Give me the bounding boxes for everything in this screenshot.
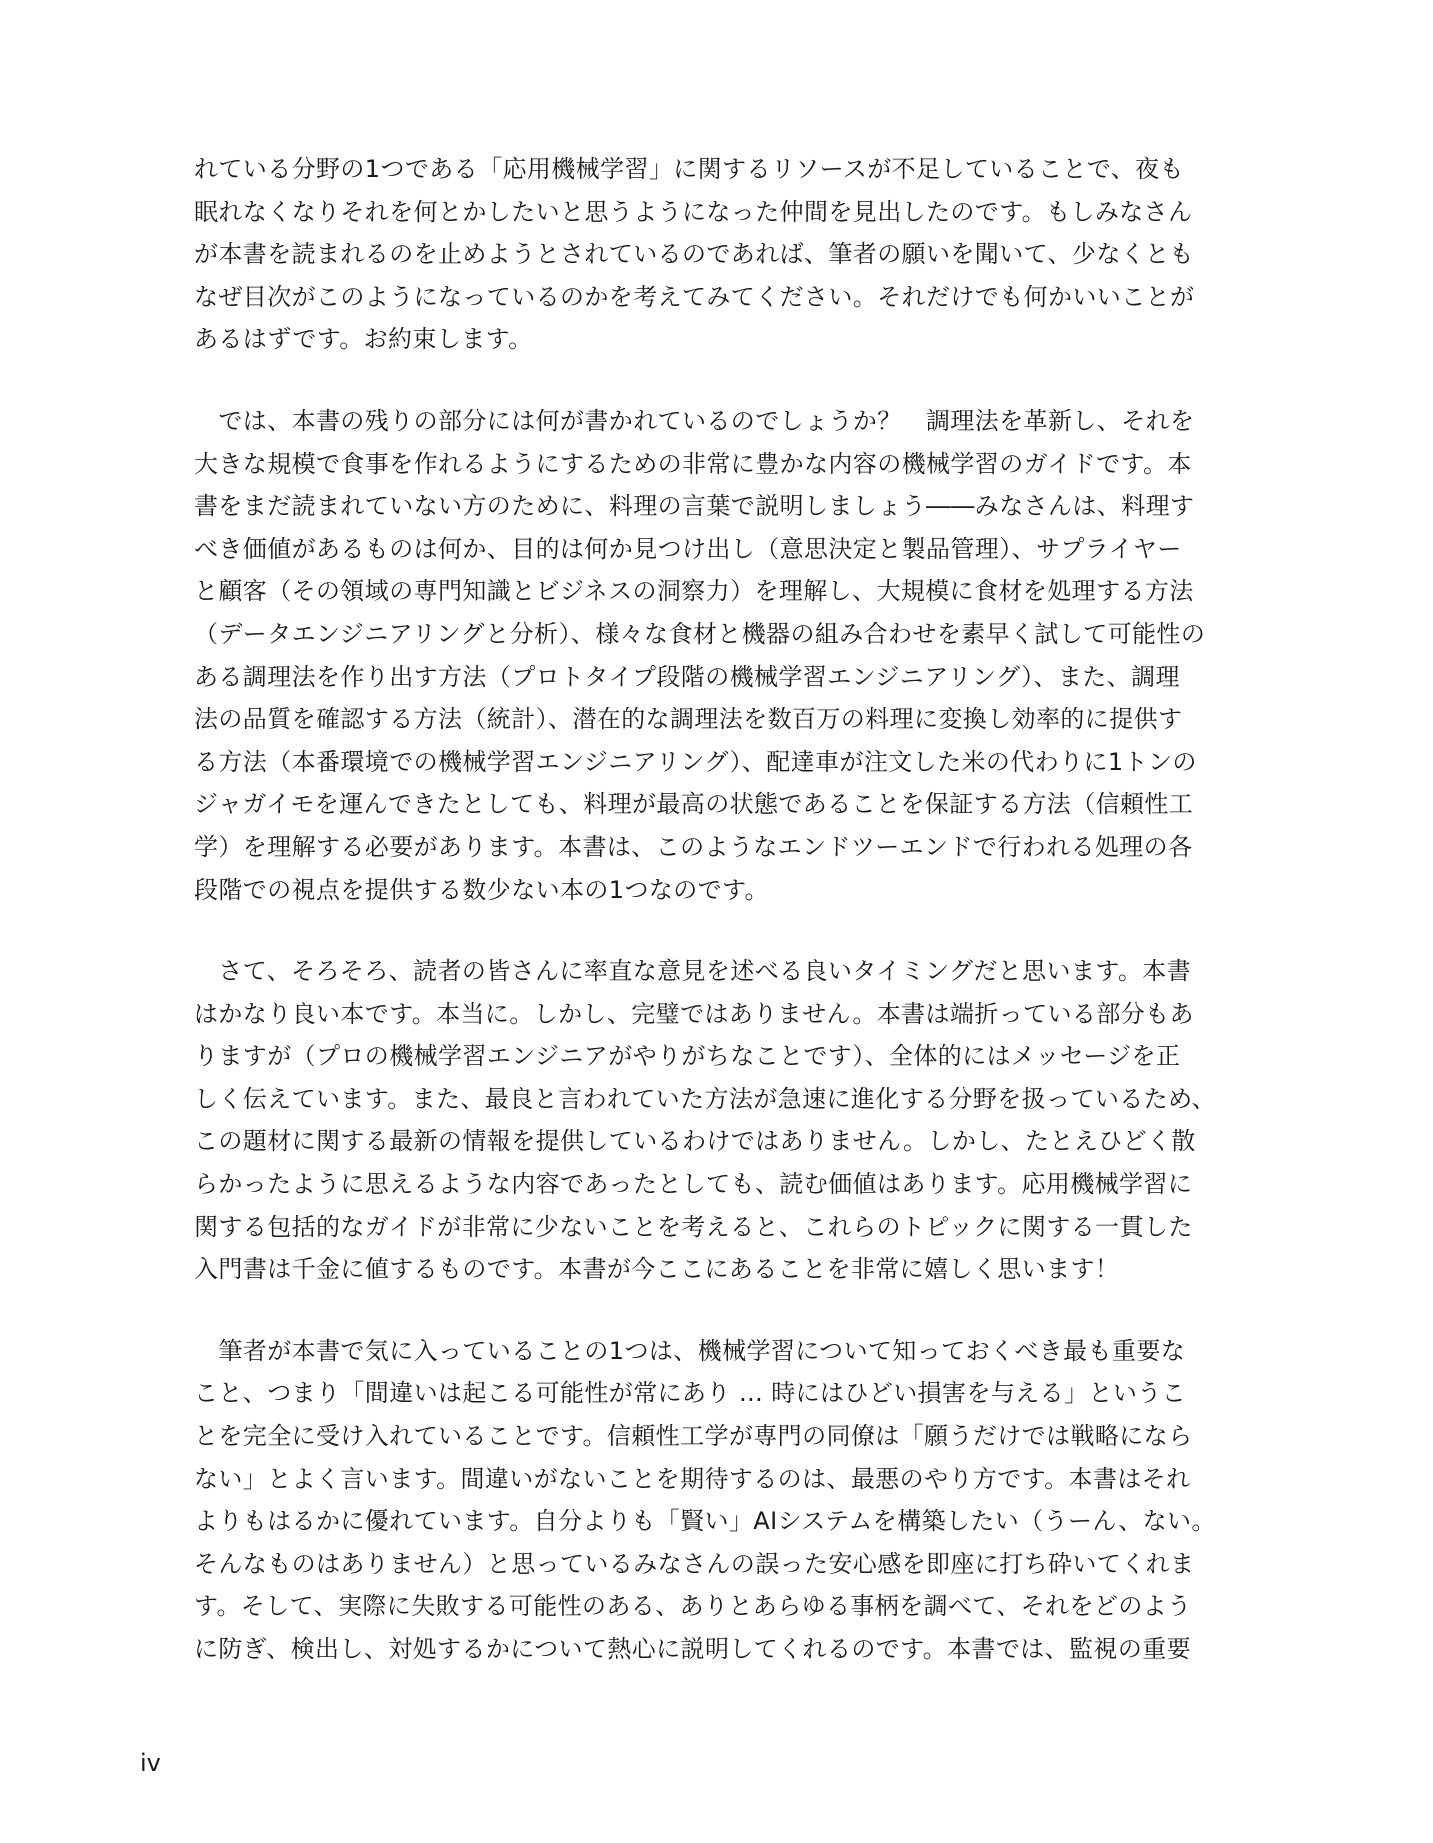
- paragraph-4: [194, 1330, 1254, 1671]
- text-line: と顧客（その領域の専門知識とビジネスの洞察力）を理解し、大規模に食材を処理する方法: [194, 577, 1194, 606]
- text-line: 書をまだ読まれていない方のために、料理の言葉で説明しましょう――みなさんは、料理す: [194, 492, 1195, 521]
- text-line: が本書を読まれるのを止めようとされているのであれば、筆者の願いを聞いて、少なくとも: [194, 240, 1194, 269]
- text-line: さて、そろそろ、読者の皆さんに率直な意見を述べる良いタイミングだと思います。本書: [194, 957, 1192, 986]
- paragraph-3: [194, 950, 1254, 1291]
- text-line: る方法（本番環境での機械学習エンジニアリング）、配達車が注文した米の代わりに1トンの: [194, 747, 1197, 776]
- text-line: こと、つまり「間違いは起こる可能性が常にあり … 時にはひどい損害を与える」というこ: [194, 1379, 1187, 1408]
- text-line: 眠れなくなりそれを何とかしたいと思うようになった仲間を見出したのです。もしみなさん: [194, 197, 1193, 226]
- text-line: なぜ目次がこのようになっているのかを考えてみてください。それだけでも何かいいことが: [194, 282, 1195, 311]
- text-line: しく伝えています。また、最良と言われていた方法が急速に進化する分野を扱っているため、: [194, 1084, 1216, 1113]
- text-line: りますが（プロの機械学習エンジニアがやりがちなことです）、全体的にはメッセージを正: [194, 1042, 1181, 1071]
- text-line: よりもはるかに優れています。自分よりも「賢い」AIシステムを構築したい（うーん、ない。: [194, 1507, 1216, 1536]
- text-line: 大きな規模で食事を作れるようにするための非常に豊かな内容の機械学習のガイドです。本: [194, 449, 1192, 478]
- text-line: ジャガイモを運んできたとしても、料理が最高の状態であることを保証する方法（信頼性工: [194, 790, 1194, 819]
- text-line: では、本書の残りの部分には何が書かれているのでしょうか？ 調理法を革新し、それを: [194, 406, 1195, 435]
- text-line: あるはずです。お約束します。: [194, 325, 533, 354]
- text-line: 入門書は千金に値するものです。本書が今ここにあることを非常に嬉しく思います！: [194, 1255, 1120, 1284]
- text-line: ない」とよく言います。間違いがないことを期待するのは、最悪のやり方です。本書はそれ: [194, 1464, 1191, 1493]
- text-line: れている分野の1つである「応用機械学習」に関するリソースが不足していることで、夜も: [194, 155, 1184, 183]
- text-line: す。そして、実際に失敗する可能性のある、ありとあらゆる事柄を調べて、それをどのよう: [194, 1592, 1192, 1621]
- text-line: （データエンジニアリングと分析）、様々な食材と機器の組み合わせを素早く試して可能性の: [194, 619, 1206, 648]
- text-line: 筆者が本書で気に入っていることの1つは、機械学習について知っておくべき最も重要な: [194, 1336, 1186, 1365]
- text-line: 学）を理解する必要があります。本書は、このようなエンドツーエンドで行われる処理の各: [194, 832, 1193, 861]
- text-line: そんなものはありません）と思っているみなさんの誤った安心感を即座に打ち砕いてくれま: [194, 1549, 1195, 1578]
- text-line: べき価値があるものは何か、目的は何か見つけ出し（意思決定と製品管理）、サプライヤー: [194, 534, 1182, 563]
- body-text: [194, 148, 1254, 1710]
- text-line: とを完全に受け入れていることです。信頼性工学が専門の同僚は「願うだけでは戦略になら: [194, 1422, 1193, 1451]
- text-line: ある調理法を作り出す方法（プロトタイプ段階の機械学習エンジニアリング）、また、調理: [194, 662, 1180, 691]
- paragraph-1: [194, 148, 1254, 361]
- text-line: 段階での視点を提供する数少ない本の1つなのです。: [194, 875, 769, 904]
- text-line: に防ぎ、検出し、対処するかについて熱心に説明してくれるのです。本書では、監視の重要: [194, 1635, 1192, 1663]
- text-line: はかなり良い本です。本当に。しかし、完璧ではありません。本書は端折っている部分もあ: [194, 999, 1194, 1028]
- paragraph-2: [194, 400, 1254, 911]
- text-line: らかったように思えるような内容であったとしても、読む価値はあります。応用機械学習に: [194, 1170, 1193, 1199]
- text-line: 法の品質を確認する方法（統計）、潜在的な調理法を数百万の料理に変換し効率的に提供す: [194, 705, 1183, 734]
- page-number: iv: [140, 1749, 161, 1777]
- text-line: 関する包括的なガイドが非常に少ないことを考えると、これらのトピックに関する一貫した: [194, 1212, 1193, 1241]
- text-line: この題材に関する最新の情報を提供しているわけではありません。しかし、たとえひどく散: [194, 1127, 1196, 1156]
